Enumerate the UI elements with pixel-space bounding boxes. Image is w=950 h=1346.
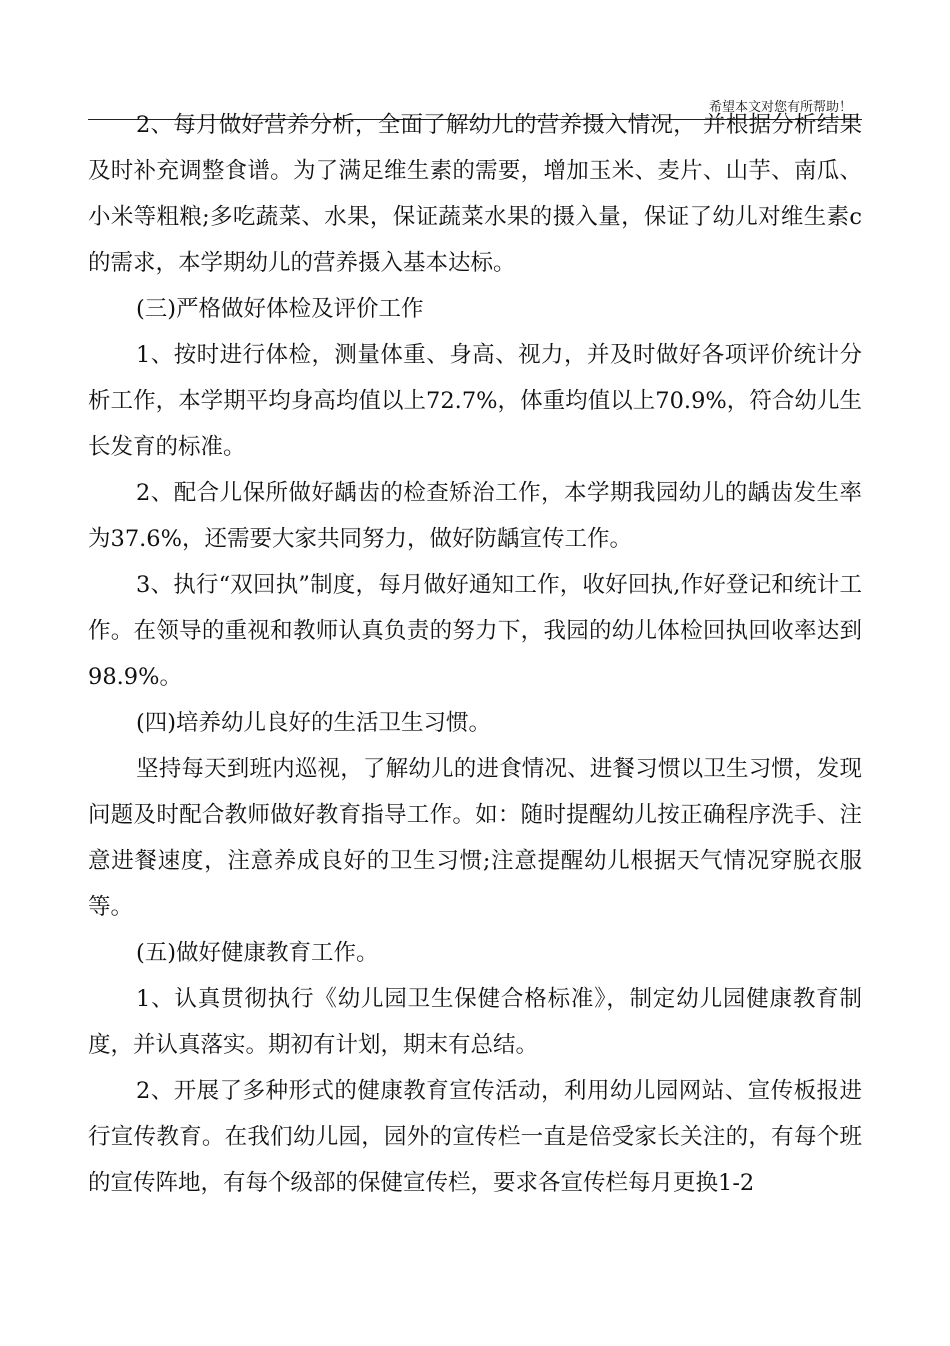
paragraph-health-standards: 1、认真贯彻执行《幼儿园卫生保健合格标准》，制定幼儿园健康教育制度，并认真落实。期初有计划，期末有总结。 [88, 986, 862, 1058]
paragraph-double-receipt: 3、执行“双回执”制度，每月做好通知工作，收好回执,作好登记和统计工作。在领导的重视和教师认真负责的努力下，我园的幼儿体检回执回收率达到 98.9%。 [88, 572, 862, 690]
document-body [88, 102, 862, 1206]
section-heading-5: (五)做好健康教育工作。 [136, 940, 379, 966]
paragraph-health-promotion: 2、开展了多种形式的健康教育宣传活动，利用幼儿园网站、宣传板报进行宣传教育。在我们幼儿园，园外的宣传栏一直是倍受家长关注的，有每个班的宣传阵地，有每个级部的保健宣传栏，要求各宣传栏每月更换1-2 [88, 1078, 862, 1196]
section-heading-4: (四)培养幼儿良好的生活卫生习惯。 [136, 710, 492, 736]
paragraph-daily-inspection: 坚持每天到班内巡视，了解幼儿的进食情况、进餐习惯以卫生习惯，发现问题及时配合教师做好教育指导工作。如：随时提醒幼儿按正确程序洗手、注意进餐速度，注意养成良好的卫生习惯;注意提醒幼儿根据天气情况穿脱衣服等。 [88, 756, 862, 920]
paragraph-nutrition-analysis: 2、每月做好营养分析，全面了解幼儿的营养摄入情况， 并根据分析结果及时补充调整食谱。为了满足维生素的需要，增加玉米、麦片、山芋、南瓜、小米等粗粮;多吃蔬菜、水果，保证蔬菜水果的摄入量，保证了幼儿对维生素c的需求，本学期幼儿的营养摄入基本达标。 [88, 112, 862, 276]
section-heading-3: (三)严格做好体检及评价工作 [136, 296, 424, 322]
paragraph-physical-exam: 1、按时进行体检，测量体重、身高、视力，并及时做好各项评价统计分析工作，本学期平均身高均值以上72.7%，体重均值以上70.9%，符合幼儿生长发育的标准。 [88, 342, 862, 460]
header-note: 希望本文对您有所帮助！ [708, 100, 852, 115]
paragraph-dental-check: 2、配合儿保所做好龋齿的检查矫治工作，本学期我园幼儿的龋齿发生率为37.6%，还需要大家共同努力，做好防龋宣传工作。 [88, 480, 862, 552]
